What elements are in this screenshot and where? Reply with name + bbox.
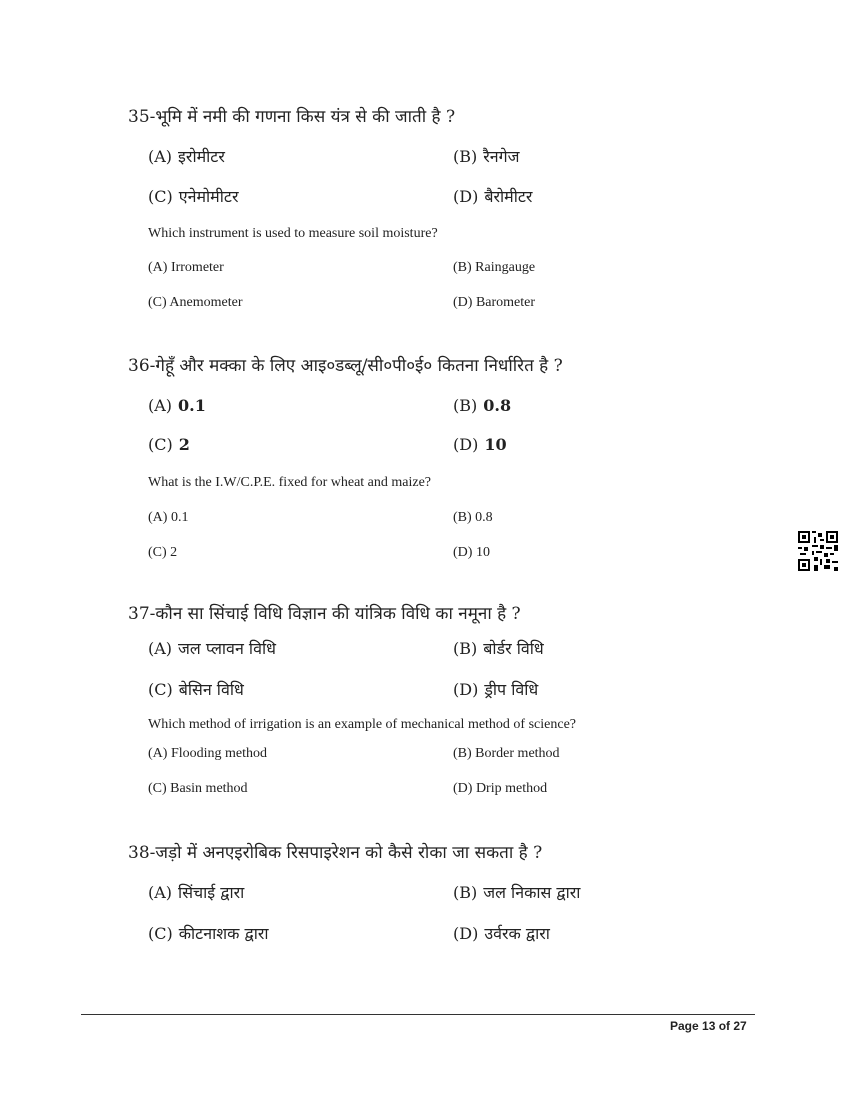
question-35-english: Which instrument is used to measure soil moisture? (148, 226, 438, 241)
question-37-english: Which method of irrigation is an example of mechanical method of science? (148, 717, 577, 732)
q38-hi-option-b: (B) जल निकास द्वारा (453, 883, 581, 902)
q36-hi-option-d: (D) 10 (453, 435, 507, 454)
q35-en-option-d: (D) Barometer (453, 295, 536, 310)
q36-hi-option-c: (C) 2 (148, 435, 190, 454)
question-35-hindi: 35-भूमि में नमी की गणना किस यंत्र से की जाती है ? (128, 107, 456, 127)
q37-hi-option-a: (A) जल प्लावन विधि (148, 639, 276, 658)
footer-divider (81, 1014, 755, 1015)
q35-en-option-a: (A) Irrometer (148, 260, 224, 275)
q36-en-option-a: (A) 0.1 (148, 510, 189, 525)
q38-hi-option-c: (C) कीटनाशक द्वारा (148, 924, 269, 943)
q37-en-option-b: (B) Border method (453, 746, 560, 761)
q36-en-option-c: (C) 2 (148, 545, 178, 560)
q37-en-option-d: (D) Drip method (453, 781, 548, 796)
q38-hi-option-d: (D) उर्वरक द्वारा (453, 924, 550, 943)
q35-hi-option-a: (A) इरोमीटर (148, 147, 225, 166)
qr-code (798, 531, 838, 571)
q37-en-option-a: (A) Flooding method (148, 746, 267, 761)
q37-hi-option-b: (B) बोर्डर विधि (453, 639, 544, 658)
question-36-english: What is the I.W/C.P.E. fixed for wheat and maize? (148, 475, 432, 490)
q37-en-option-c: (C) Basin method (148, 781, 248, 796)
q35-en-option-b: (B) Raingauge (453, 260, 536, 275)
question-37-hindi: 37-कौन सा सिंचाई विधि विज्ञान की यांत्रिक विधि का नमूना है ? (128, 604, 521, 624)
page-number: Page 13 of 27 (670, 1019, 747, 1033)
q37-hi-option-c: (C) बेसिन विधि (148, 680, 244, 699)
q35-hi-option-d: (D) बैरोमीटर (453, 187, 533, 206)
q35-hi-option-c: (C) एनेमोमीटर (148, 187, 239, 206)
question-38-hindi: 38-जड़ो में अनएइरोबिक रिसपाइरेशन को कैसे रोका जा सकता है ? (128, 843, 543, 863)
q37-hi-option-d: (D) ड्रीप विधि (453, 680, 539, 699)
q35-hi-option-b: (B) रैनगेज (453, 147, 520, 166)
q36-hi-option-b: (B) 0.8 (453, 396, 512, 415)
q35-en-option-c: (C) Anemometer (148, 295, 243, 310)
q36-en-option-d: (D) 10 (453, 545, 490, 560)
q36-en-option-b: (B) 0.8 (453, 510, 493, 525)
question-36-hindi: 36-गेहूँ और मक्का के लिए आइ०डब्लू/सी०पी०ई० कितना निर्धारित है ? (128, 356, 563, 376)
q36-hi-option-a: (A) 0.1 (148, 396, 206, 415)
q38-hi-option-a: (A) सिंचाई द्वारा (148, 883, 245, 902)
